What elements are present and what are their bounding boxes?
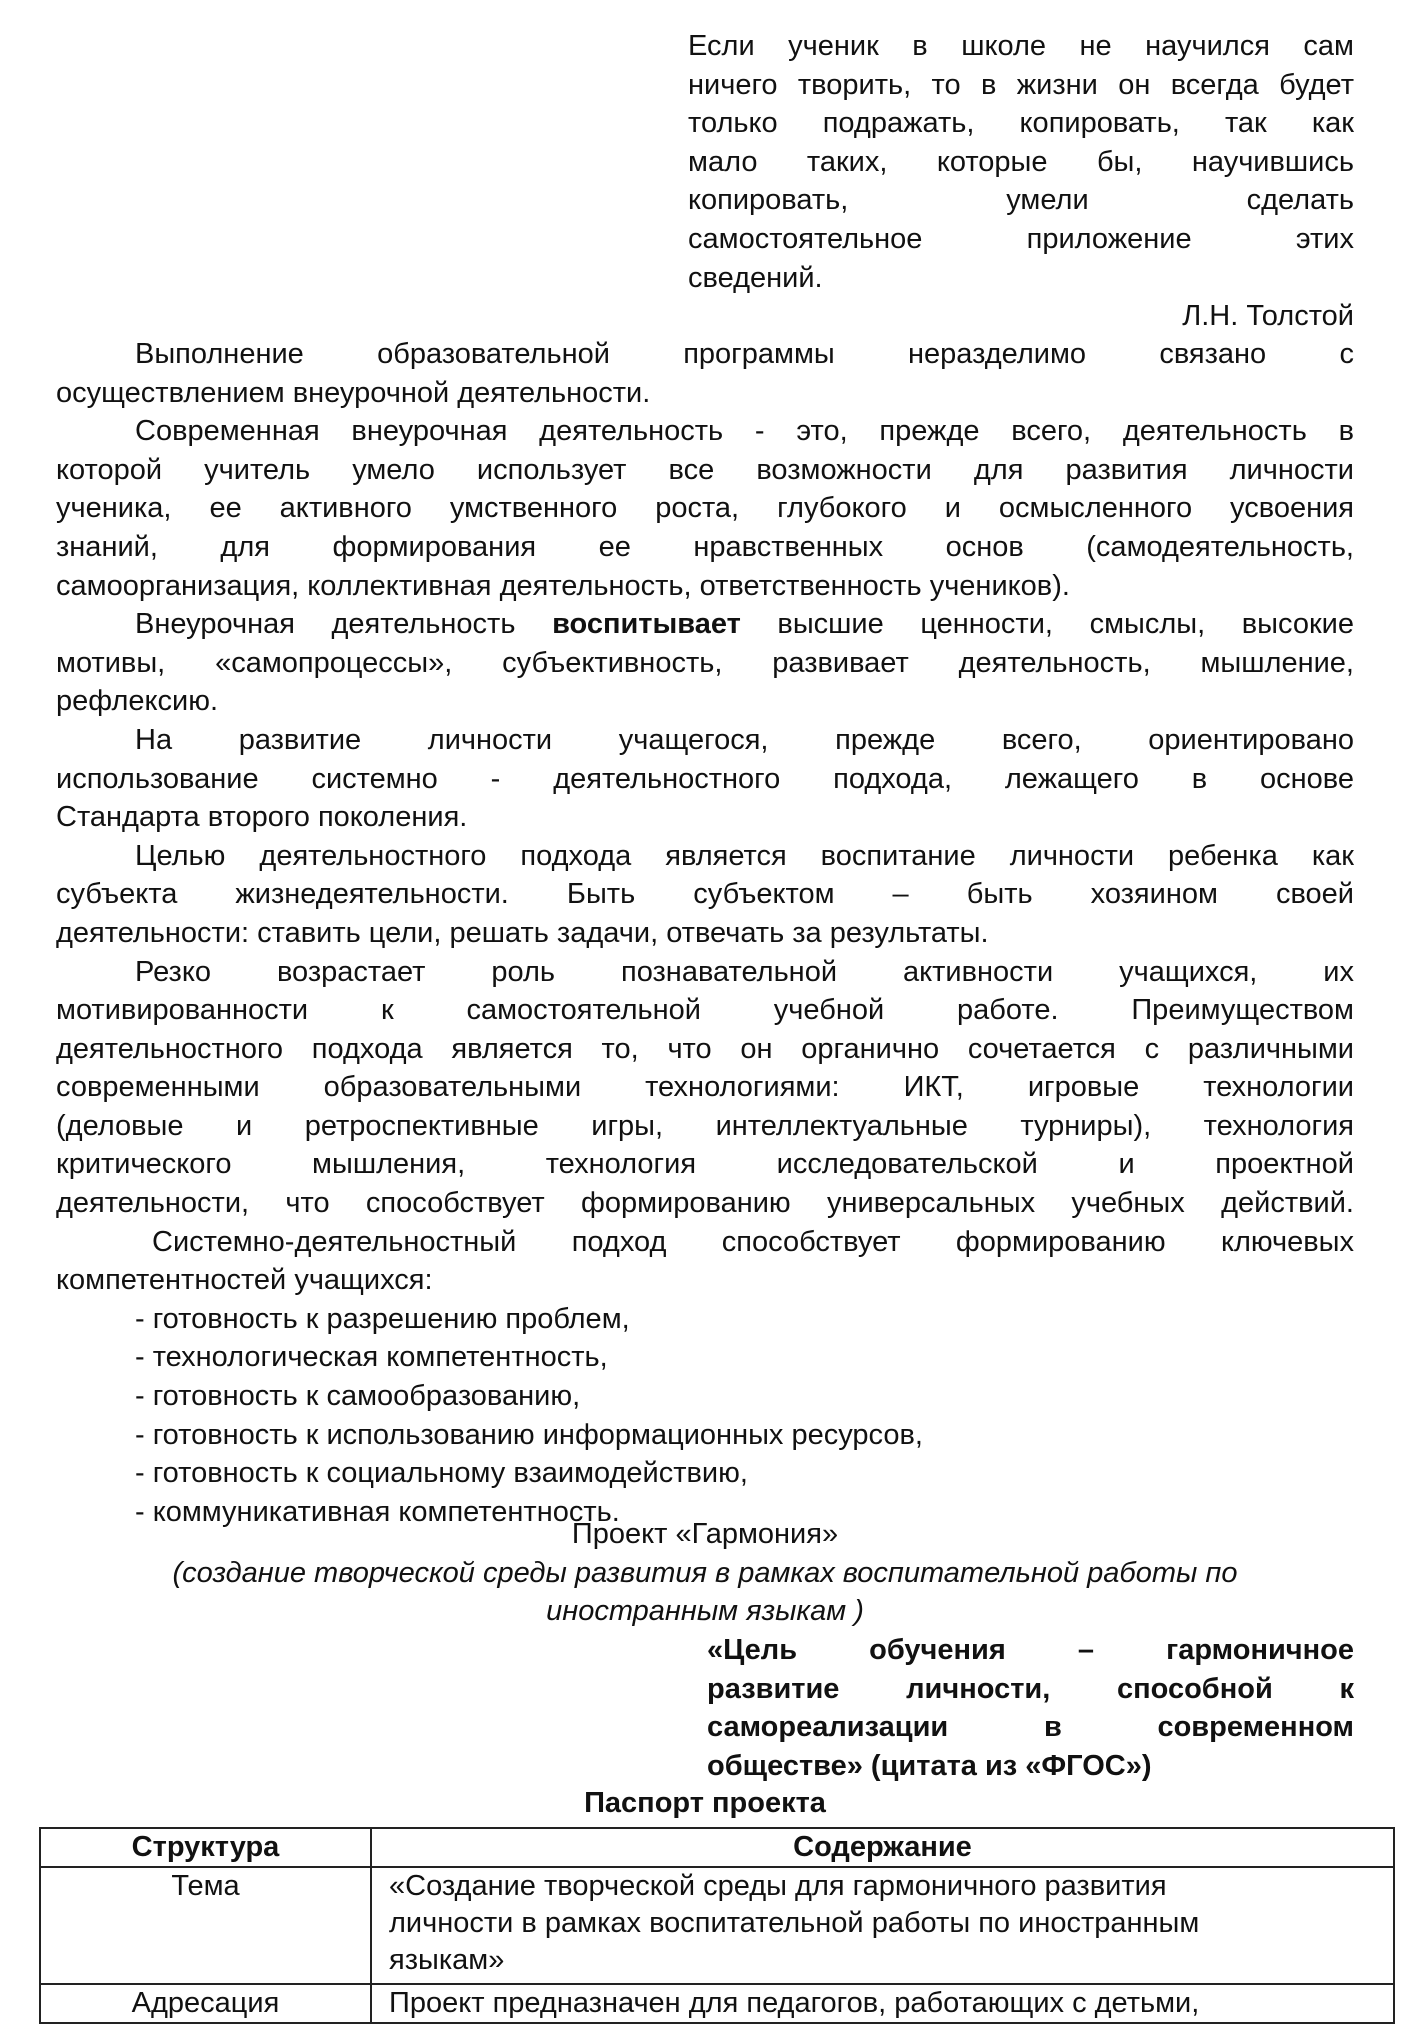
body-text xyxy=(56,335,1354,1531)
paragraph xyxy=(56,605,1354,721)
passport-title xyxy=(56,1784,1354,1823)
competency-item: - готовность к разрешению проблем, xyxy=(135,1302,630,1335)
paragraph-line: Резко возрастает роль познавательной активности учащихся, их xyxy=(135,955,1354,988)
paragraph-line: осуществлением внеурочной деятельности. xyxy=(56,376,651,409)
column-header-structure: Структура xyxy=(40,1828,371,1867)
epigraph-line: Если ученик в школе не научился сам xyxy=(688,30,1354,62)
paragraph-line: деятельностного подхода является то, что он органично сочетается с различными xyxy=(56,1032,1354,1065)
epigraph-author: Л.Н. Толстой xyxy=(1182,300,1354,333)
paragraph-line: Системно-деятельностный подход способствует формированию ключевых xyxy=(152,1225,1354,1258)
paragraph-line: которой учитель умело использует все возможности для развития личности xyxy=(56,453,1354,486)
paragraph xyxy=(56,721,1354,837)
table-header-row xyxy=(40,1828,1394,1867)
paragraph-line: Современная внеурочная деятельность - это, прежде всего, деятельность в xyxy=(135,415,1354,448)
paragraph xyxy=(56,335,1354,412)
paragraph-line: ученика, ее активного умственного роста, глубокого и осмысленного усвоения xyxy=(56,492,1354,525)
table-row xyxy=(40,1984,1394,2023)
text-run: высшие ценности, смыслы, высокие xyxy=(740,608,1354,641)
project-subtitle-line: иностранным языкам ) xyxy=(546,1595,864,1628)
goal-quote-line: самореализации в современном xyxy=(707,1711,1354,1744)
paragraph xyxy=(56,412,1354,605)
project-subtitle-line: (создание творческой среды развития в рамках воспитательной работы по xyxy=(172,1556,1238,1589)
goal-quote xyxy=(707,1631,1354,1785)
epigraph-line: мало таких, которые бы, научившись xyxy=(688,145,1354,178)
epigraph xyxy=(688,27,1354,336)
epigraph-line: копировать, умели сделать xyxy=(688,184,1354,217)
paragraph-line: субъекта жизнедеятельности. Быть субъектом – быть хозяином своей xyxy=(56,878,1354,911)
competency-item: - коммуникативная компетентность. xyxy=(135,1495,620,1528)
paragraph-line: критического мышления, технология исследовательской и проектной xyxy=(56,1148,1354,1181)
paragraph-line: деятельности: ставить цели, решать задачи, отвечать за результаты. xyxy=(56,916,989,949)
paragraph-line: знаний, для формирования ее нравственных основ (самодеятельность, xyxy=(56,530,1354,563)
bold-word: воспитывает xyxy=(552,608,741,641)
project-heading xyxy=(56,1515,1354,1631)
paragraph-line: Целью деятельностного подхода является воспитание личности ребенка как xyxy=(135,839,1354,872)
paragraph-line: использование системно - деятельностного подхода, лежащего в основе xyxy=(56,762,1354,795)
paragraph xyxy=(56,837,1354,953)
paragraph-line: На развитие личности учащегося, прежде всего, ориентировано xyxy=(135,723,1354,756)
goal-quote-line: обществе» (цитата из «ФГОС») xyxy=(707,1749,1152,1782)
text-run: Внеурочная деятельность xyxy=(135,608,553,641)
paragraph-line xyxy=(56,605,1354,644)
goal-quote-line: «Цель обучения – гармоничное xyxy=(707,1634,1354,1666)
content-line: языкам» xyxy=(389,1944,505,1976)
epigraph-line: ничего творить, то в жизни он всегда будет xyxy=(688,68,1354,101)
competency-item: - готовность к социальному взаимодействию, xyxy=(135,1457,748,1490)
paragraph-line: современными образовательными технологиями: ИКТ, игровые технологии xyxy=(56,1071,1354,1104)
passport-table xyxy=(39,1827,1395,2024)
epigraph-line: только подражать, копировать, так как xyxy=(688,107,1354,140)
paragraph-line: Стандарта второго поколения. xyxy=(56,801,468,834)
structure-cell: Адресация xyxy=(40,1984,371,2023)
paragraph-line: деятельности, что способствует формированию универсальных учебных действий. xyxy=(56,1187,1354,1220)
content-line: «Создание творческой среды для гармоничного развития xyxy=(389,1870,1167,1902)
content-line: Проект предназначен для педагогов, работающих с детьми, xyxy=(389,1987,1200,2019)
competency-item: - технологическая компетентность, xyxy=(135,1341,608,1374)
competency-item: - готовность к самообразованию, xyxy=(135,1380,581,1413)
paragraph-line: мотивированности к самостоятельной учебной работе. Преимуществом xyxy=(56,994,1354,1027)
project-title: Проект «Гармония» xyxy=(571,1518,839,1550)
competency-list xyxy=(56,1300,1354,1532)
column-header-content: Содержание xyxy=(371,1828,1394,1867)
epigraph-line: сведений. xyxy=(688,261,823,294)
content-cell xyxy=(371,1867,1394,1984)
competency-item: - готовность к использованию информационных ресурсов, xyxy=(135,1418,923,1451)
table-row xyxy=(40,1867,1394,1984)
goal-quote-line: развитие личности, способной к xyxy=(707,1672,1354,1705)
passport-title-text: Паспорт проекта xyxy=(584,1787,826,1819)
paragraph-line: мотивы, «самопроцессы», субъективность, развивает деятельность, мышление, xyxy=(56,646,1354,679)
paragraph-line: Выполнение образовательной программы неразделимо связано с xyxy=(135,338,1354,370)
paragraph xyxy=(56,1223,1354,1300)
content-cell xyxy=(371,1984,1394,2023)
epigraph-line: самостоятельное приложение этих xyxy=(688,222,1354,255)
structure-cell: Тема xyxy=(40,1867,371,1984)
paragraph-line: рефлексию. xyxy=(56,685,219,718)
paragraph-line: самоорганизация, коллективная деятельность, ответственность учеников). xyxy=(56,569,1070,602)
paragraph-line: (деловые и ретроспективные игры, интеллектуальные турниры), технология xyxy=(56,1109,1354,1142)
paragraph-line: компетентностей учащихся: xyxy=(56,1264,433,1297)
content-line: личности в рамках воспитательной работы по иностранным xyxy=(389,1907,1200,1939)
paragraph xyxy=(56,953,1354,1223)
